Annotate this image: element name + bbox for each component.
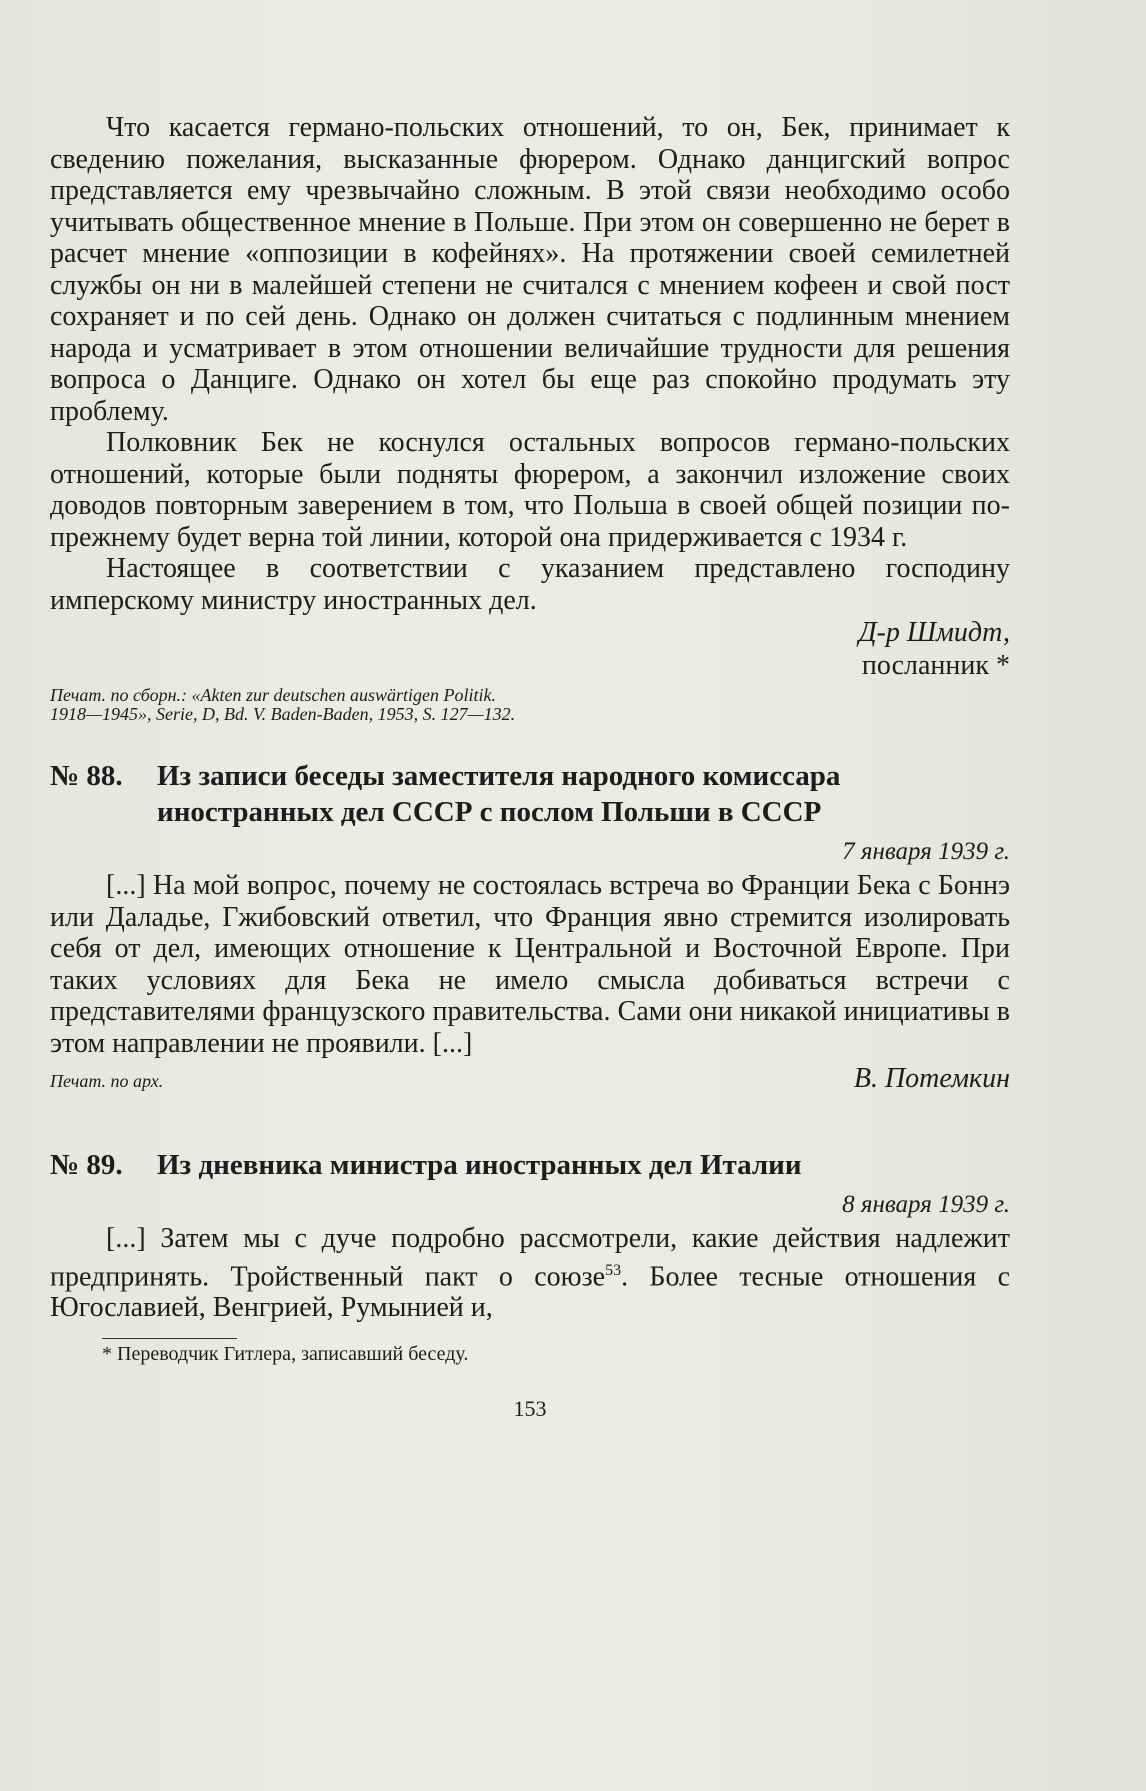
heading-line: Из дневника министра иностранных дел Италии <box>157 1149 802 1181</box>
signature: В. Потемкин <box>853 1063 1010 1094</box>
page-number: 153 <box>513 1395 547 1421</box>
paragraph: Настоящее в соответствии с указанием представлено господину имперскому министру иностранных дел. <box>50 553 1010 616</box>
source-signature-row <box>50 1063 1010 1095</box>
paragraph: [...] На мой вопрос, почему не состоялась встреча во Франции Бека с Боннэ или Даладье, Гжибовский ответил, что Франция явно стремится изолировать себя от дел, имеющих отношение к Центральной и Восточной Европе. При таких условиях для Бека не имело смысла добиваться встречи с представителями французского правительства. Сами они никакой инициативы в этом направлении не проявили. [...] <box>50 870 1010 1059</box>
document-number: № 88. <box>50 760 123 792</box>
document-number: № 89. <box>50 1149 123 1181</box>
heading-line: Из записи беседы заместителя народного комиссара <box>157 760 841 792</box>
document-heading <box>50 758 1010 830</box>
document-heading <box>50 1147 1010 1183</box>
signature-role: посланник * <box>861 650 1010 681</box>
paragraph <box>50 1223 1010 1324</box>
footnote-ref[interactable]: 53 <box>605 1261 622 1279</box>
document-date: 7 января 1939 г. <box>842 838 1010 865</box>
paragraph: Что касается германо-польских отношений, то он, Бек, принимает к сведению пожелания, высказанные фюрером. Однако данцигский вопрос представляется ему чрезвычайно сложным. В этой связи необходимо особо учитывать общественное мнение в Польше. При этом он совершенно не берет в расчет мнение «оппозиции в кофейнях». На протяжении своей семилетней службы он ни в малейшей степени не считался с мнением кофеен и свой пост сохраняет и по сей день. Однако он должен считаться с подлинным мнением народа и усматривает в этом отношении величайшие трудности для решения вопроса о Данциге. Однако он хотел бы еще раз спокойно продумать эту проблему. <box>50 112 1010 427</box>
paragraph-text: [...] Затем мы с дуче подробно рассмотрели, какие действия надлежит предпринять. Тройственный пакт о союзе <box>50 1223 1010 1292</box>
paragraph-text: . Более тесные отношения с Югославией, Венгрией, Румынией и, <box>50 1260 1011 1324</box>
source-note: Печат. по сборн.: «Akten zur deutschen auswärtigen Politik. 1918—1945», Serie, D, Bd. V. Baden-Baden, 1953, S. 127—132. <box>50 685 516 724</box>
paragraph: Полковник Бек не коснулся остальных вопросов германо-польских отношений, которые были подняты фюрером, а закончил изложение своих доводов повторным заверением в том, что Польша в своей общей позиции по-прежнему будет верна той линии, которой она придерживается с 1934 г. <box>50 427 1010 553</box>
text-column <box>50 112 1010 1422</box>
heading-line: иностранных дел СССР с послом Польши в СССР <box>157 796 822 828</box>
footnote-divider <box>102 1338 237 1339</box>
footnote: * Переводчик Гитлера, записавший беседу. <box>102 1342 469 1365</box>
signature: Д-р Шмидт, <box>858 617 1010 648</box>
source-note: Печат. по арх. <box>50 1071 164 1091</box>
document-date: 8 января 1939 г. <box>842 1191 1010 1218</box>
